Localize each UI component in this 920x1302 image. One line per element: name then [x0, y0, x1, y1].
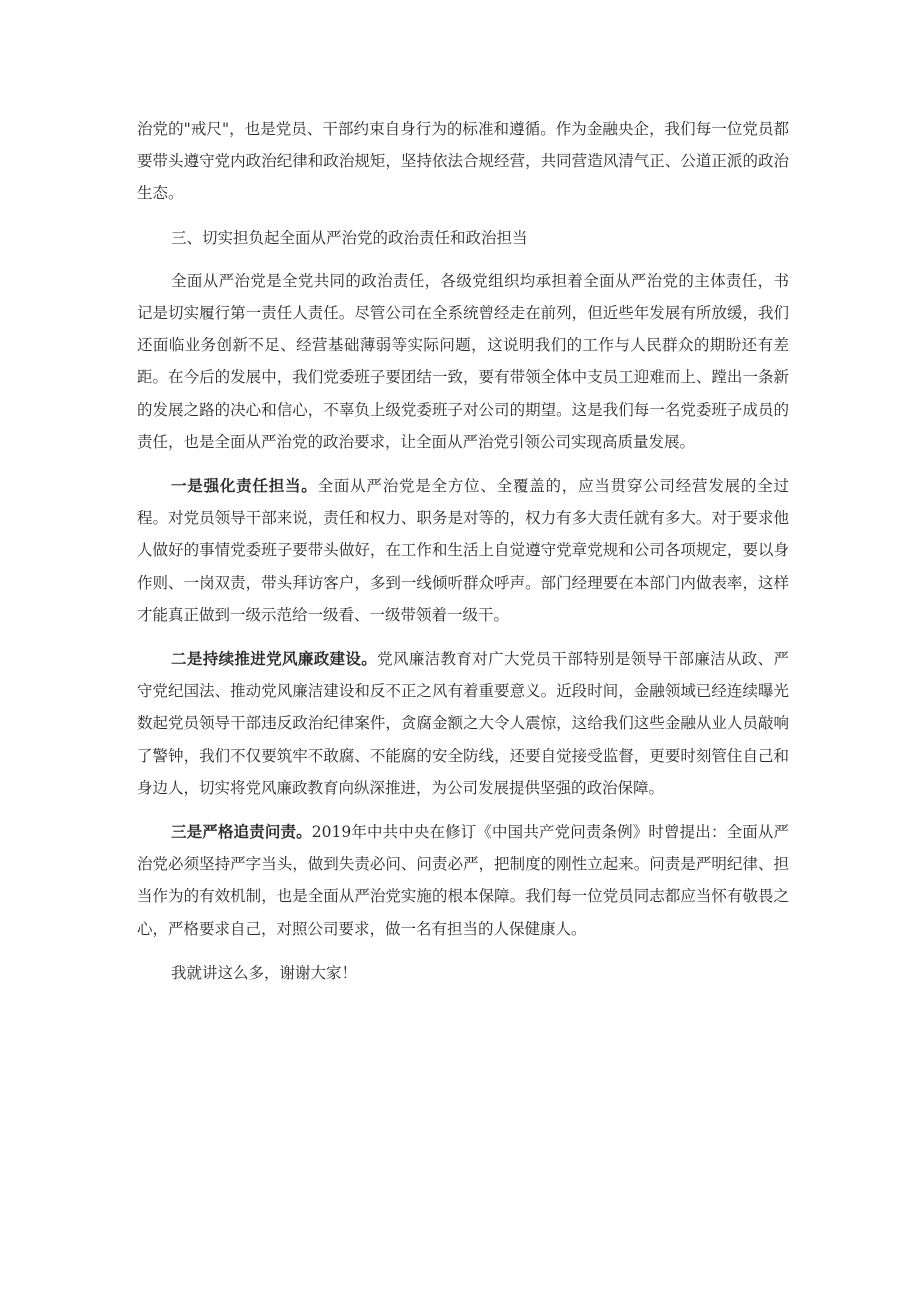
section-heading-text: 三、切实担负起全面从严治党的政治责任和政治担当 — [171, 228, 528, 247]
paragraph-point-two — [137, 643, 789, 804]
paragraph-point-three — [137, 816, 789, 945]
paragraph-continuation — [137, 113, 789, 210]
section-heading — [137, 222, 789, 254]
closing-remark — [137, 957, 789, 989]
paragraph-lead: 三是严格追责问责。 — [171, 822, 312, 842]
paragraph-text: 全面从严治党是全党共同的政治责任，各级党组织均承担着全面从严治党的主体责任，书记是切实履行第一责任人责任。尽管公司在全系统曾经走在前列，但近些年发展有所放缓，我们还面临业务创新不足、经营基础薄弱等实际问题，这说明我们的工作与人民群众的期盼还有差距。在今后的发展中，我们党委班子要团结一致，要有带领全体中支员工迎难而上、蹚出一条新的发展之路的决心和信心，不辜负上级党委班子对公司的期望。这是我们每一名党委班子成员的责任，也是全面从严治党的政治要求，让全面从严治党引领公司实现高质量发展。 — [137, 271, 789, 451]
paragraph-text: 我就讲这么多，谢谢大家！ — [171, 963, 358, 982]
document-body — [137, 113, 789, 1001]
paragraph-lead: 二是持续推进党风廉政建设。 — [171, 649, 378, 669]
paragraph-text: 2019年中共中央在修订《中国共产党问责条例》时曾提出：全面从严治党必须坚持严字当头，做到失责必问、问责必严，把制度的刚性立起来。问责是严明纪律、担当作为的有效机制，也是全面从严治党实施的根本保障。我们每一位党员同志都应当怀有敬畏之心，严格要求自己，对照公司要求，做一名有担当的人保健康人。 — [137, 823, 789, 938]
paragraph-text: 党风廉洁教育对广大党员干部特别是领导干部廉洁从政、严守党纪国法、推动党风廉洁建设和反不正之风有着重要意义。近段时间，金融领域已经连续曝光数起党员领导干部违反政治纪律案件，贪腐金额之大令人震惊，这给我们这些金融从业人员敲响了警钟，我们不仅要筑牢不敢腐、不能腐的安全防线，还要自觉接受监督，更要时刻管住自己和身边人，切实将党风廉政教育向纵深推进，为公司发展提供坚强的政治保障。 — [137, 650, 789, 797]
paragraph-text: 全面从严治党是全方位、全覆盖的，应当贯穿公司经营发展的全过程。对党员领导干部来说，责任和权力、职务是对等的，权力有多大责任就有多大。对于要求他人做好的事情党委班子要带头做好，在工作和生活上自觉遵守党章党规和公司各项规定，要以身作则、一岗双责，带头拜访客户，多到一线倾听群众呼声。部门经理要在本部门内做表率，这样才能真正做到一级示范给一级看、一级带领着一级干。 — [137, 477, 789, 624]
paragraph — [137, 265, 789, 458]
paragraph-text: 治党的"戒尺"，也是党员、干部约束自身行为的标准和遵循。作为金融央企，我们每一位党员都要带头遵守党内政治纪律和政治规矩，坚持依法合规经营，共同营造风清气正、公道正派的政治生态。 — [137, 120, 789, 203]
paragraph-point-one — [137, 470, 789, 631]
paragraph-lead: 一是强化责任担当。 — [171, 476, 318, 496]
